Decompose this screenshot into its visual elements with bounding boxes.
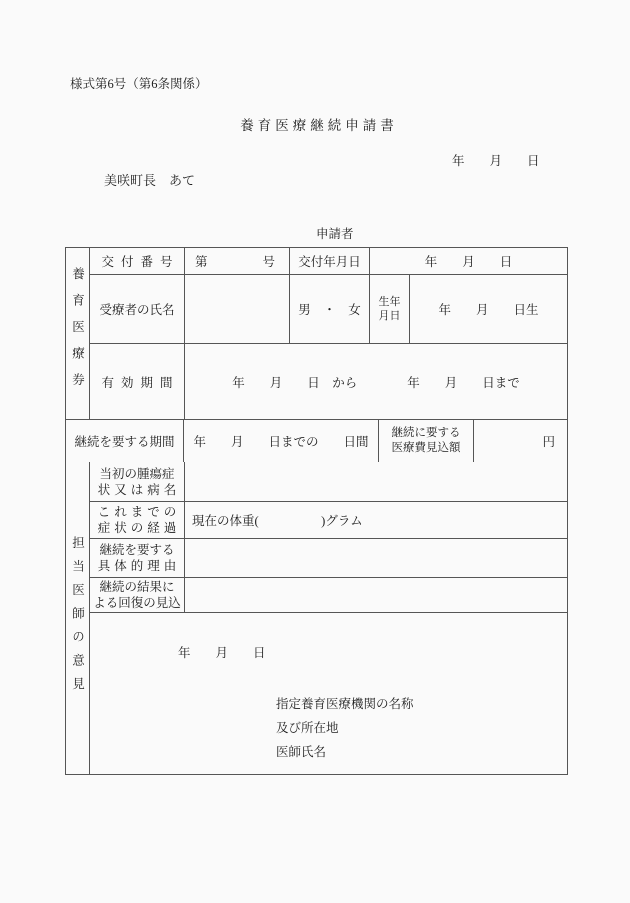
estimated-cost-label: 継続に要する 医療費見込額 [379, 420, 474, 462]
medical-ticket-vertical-label: 養育医療券 [66, 248, 90, 419]
birth-date-value: 年 月 日生 [438, 303, 539, 317]
applicant-label: 申請者 [316, 227, 354, 241]
symptom-progress-row [90, 502, 567, 539]
application-table [65, 247, 568, 775]
form-number: 様式第6号（第6条関係） [70, 77, 208, 91]
issue-number-cell [185, 248, 290, 274]
initial-symptom-label: 当初の腫瘍症 状又は病名 [90, 462, 185, 501]
current-weight-value: 現在の体重( )グラム [192, 514, 363, 528]
continuation-reason-label: 継続を要する 具体的理由 [90, 539, 185, 577]
patient-name-label: 受療者の氏名 [90, 275, 185, 343]
addressee: 美咲町長 あて [104, 173, 196, 188]
patient-name-value-cell [185, 275, 290, 343]
signature-date: 年 月 日 [178, 646, 266, 660]
issue-number-row [90, 248, 567, 275]
birth-date-label: 生年 月日 [370, 275, 410, 343]
doctor-opinion-vertical-label: 担当医師の意見 [66, 462, 90, 774]
signature-cell [90, 613, 567, 774]
issue-number-suffix: 号 [262, 255, 275, 269]
symptom-progress-label: これまでの 症状の経過 [90, 502, 185, 538]
issue-date-value: 年 月 日 [424, 255, 513, 269]
continuation-period-row [66, 420, 567, 462]
doctor-opinion-section [66, 462, 567, 774]
sex-options: 男 ・ 女 [290, 275, 370, 343]
continuation-period-value: 年 月 日までの 日間 [184, 420, 379, 462]
recovery-prospect-label: 継続の結果に よる回復の見込 [90, 578, 185, 612]
recovery-prospect-value-cell [185, 578, 567, 612]
validity-label: 有効期間 [90, 344, 185, 419]
medical-ticket-section [66, 248, 567, 420]
issue-date-label: 交付年月日 [290, 248, 370, 274]
recovery-prospect-row [90, 578, 567, 613]
signature-row [90, 613, 567, 774]
estimated-cost-unit: 円 [542, 435, 555, 449]
continuation-reason-row [90, 539, 567, 578]
application-date: 年 月 日 [452, 154, 540, 168]
doctor-name-label: 医師氏名 [276, 745, 327, 759]
institution-address-label: 及び所在地 [276, 721, 339, 735]
continuation-period-label: 継続を要する期間 [66, 420, 184, 462]
page-title: 養育医療継続申請書 [240, 118, 398, 133]
issue-number-prefix: 第 [195, 255, 208, 269]
continuation-reason-value-cell [185, 539, 567, 577]
patient-row [90, 275, 567, 344]
issue-number-label: 交付番号 [90, 248, 185, 274]
institution-block [276, 692, 414, 764]
initial-symptom-row [90, 462, 567, 502]
validity-row [90, 344, 567, 419]
initial-symptom-value-cell [185, 462, 567, 501]
validity-value: 年 月 日 から 年 月 日まで [232, 375, 520, 390]
institution-name-label: 指定養育医療機関の名称 [276, 697, 414, 711]
